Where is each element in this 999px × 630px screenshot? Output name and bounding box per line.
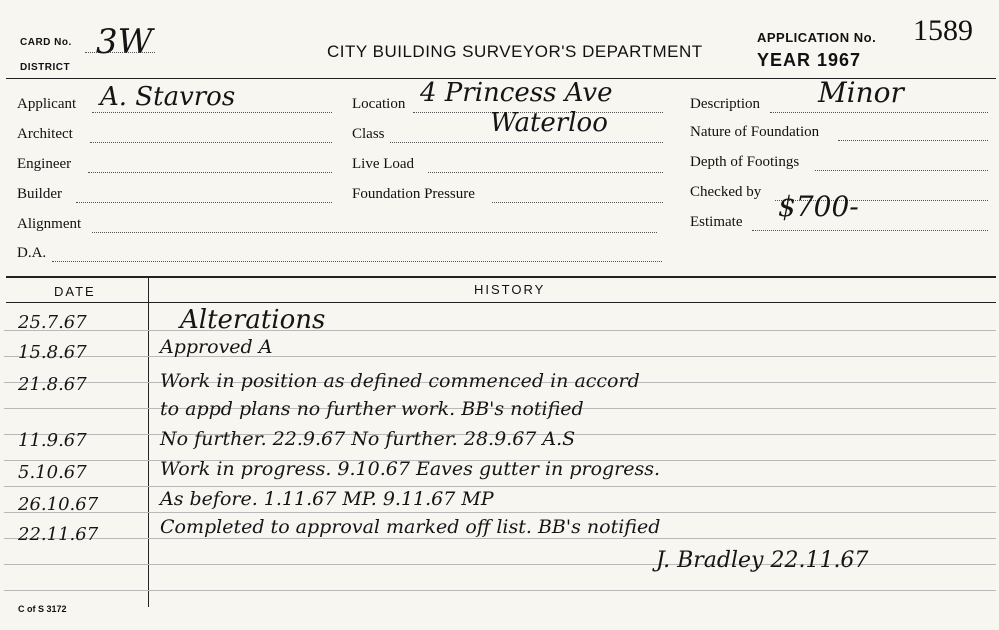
history-date: 26.10.67 bbox=[18, 494, 99, 515]
location-label: Location bbox=[352, 96, 406, 112]
location-value-suburb: Waterloo bbox=[490, 108, 608, 138]
history-entry: As before. 1.11.67 MP. 9.11.67 MP bbox=[160, 488, 494, 510]
foundation-pressure-label: Foundation Pressure bbox=[352, 186, 475, 202]
alignment-label: Alignment bbox=[17, 216, 82, 232]
card-no-label: CARD No. bbox=[20, 37, 72, 48]
history-column-header: HISTORY bbox=[474, 282, 546, 297]
application-no-label: APPLICATION No. bbox=[757, 30, 877, 45]
builder-line bbox=[76, 202, 332, 203]
engineer-line bbox=[88, 172, 332, 173]
class-line bbox=[390, 142, 663, 143]
history-entry: No further. 22.9.67 No further. 28.9.67 A.S bbox=[160, 428, 576, 450]
history-rule bbox=[4, 512, 996, 513]
da-line bbox=[52, 261, 662, 262]
live-load-line bbox=[428, 172, 663, 173]
foundation-pressure-line bbox=[492, 202, 663, 203]
description-label: Description bbox=[690, 96, 760, 112]
table-column-divider bbox=[148, 277, 149, 607]
builder-label: Builder bbox=[17, 186, 62, 202]
form-code: C of S 3172 bbox=[18, 604, 67, 614]
history-rule bbox=[4, 356, 996, 357]
history-date: 22.11.67 bbox=[18, 524, 99, 545]
applicant-label: Applicant bbox=[17, 96, 77, 112]
inspector-signature: J. Bradley 22.11.67 bbox=[656, 548, 869, 573]
table-header-rule bbox=[6, 302, 996, 303]
estimate-value: $700- bbox=[778, 190, 859, 223]
depth-of-footings-line bbox=[815, 170, 988, 171]
history-rule bbox=[4, 590, 996, 591]
depth-of-footings-label: Depth of Footings bbox=[690, 154, 800, 170]
engineer-label: Engineer bbox=[17, 156, 72, 172]
history-date: 15.8.67 bbox=[18, 342, 87, 363]
history-entry: Work in position as defined commenced in accord bbox=[160, 370, 640, 392]
description-line bbox=[770, 112, 988, 113]
da-label: D.A. bbox=[17, 245, 47, 261]
card-no-value: 3W bbox=[96, 22, 153, 62]
applicant-line bbox=[92, 112, 332, 113]
history-date: 11.9.67 bbox=[18, 430, 87, 451]
history-entry: Work in progress. 9.10.67 Eaves gutter in progress. bbox=[160, 458, 661, 480]
history-rule bbox=[4, 486, 996, 487]
application-no-value: 1589 bbox=[913, 14, 973, 47]
table-top-rule bbox=[6, 276, 996, 278]
nature-of-foundation-line bbox=[838, 140, 988, 141]
date-column-header: DATE bbox=[54, 284, 96, 299]
estimate-line bbox=[752, 230, 988, 231]
class-label: Class bbox=[352, 126, 385, 142]
history-entry: to appd plans no further work. BB's notified bbox=[160, 398, 584, 420]
history-entry: Alterations bbox=[180, 305, 326, 335]
description-value: Minor bbox=[818, 76, 904, 109]
architect-line bbox=[90, 142, 332, 143]
year-label: YEAR 1967 bbox=[757, 50, 862, 70]
history-rule bbox=[4, 538, 996, 539]
district-label: DISTRICT bbox=[20, 62, 71, 73]
department-title: CITY BUILDING SURVEYOR'S DEPARTMENT bbox=[327, 42, 703, 61]
history-date: 25.7.67 bbox=[18, 312, 87, 333]
live-load-label: Live Load bbox=[352, 156, 415, 172]
history-entry: Completed to approval marked off list. BB's notified bbox=[160, 516, 661, 538]
applicant-value: A. Stavros bbox=[100, 82, 236, 112]
history-date: 21.8.67 bbox=[18, 374, 87, 395]
estimate-label: Estimate bbox=[690, 214, 743, 230]
history-entry: Approved A bbox=[160, 336, 273, 358]
history-rule bbox=[4, 330, 996, 331]
architect-label: Architect bbox=[17, 126, 73, 142]
nature-of-foundation-label: Nature of Foundation bbox=[690, 124, 820, 140]
alignment-line bbox=[92, 232, 657, 233]
history-date: 5.10.67 bbox=[18, 462, 87, 483]
checked-by-label: Checked by bbox=[690, 184, 762, 200]
location-value-street: 4 Princess Ave bbox=[420, 78, 613, 108]
